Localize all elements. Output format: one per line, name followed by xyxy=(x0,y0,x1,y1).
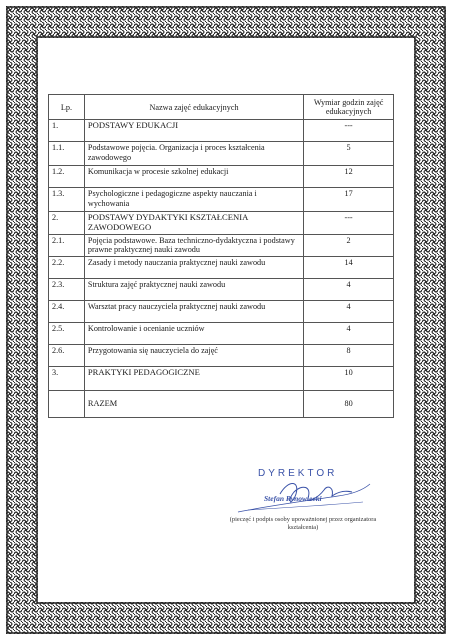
row-hours: 8 xyxy=(304,344,394,366)
row-hours: 14 xyxy=(304,256,394,278)
row-name: PODSTAWY EDUKACJI xyxy=(84,120,303,142)
row-name: Komunikacja w procesie szkolnej edukacji xyxy=(84,166,303,188)
row-name: Psychologiczne i pedagogiczne aspekty nauczania i wychowania xyxy=(84,188,303,212)
row-hours: 4 xyxy=(304,322,394,344)
table-row xyxy=(49,278,394,300)
director-stamp xyxy=(228,468,378,558)
row-name: Zasady i metody nauczania praktycznej nauki zawodu xyxy=(84,256,303,278)
stamp-title: DYREKTOR xyxy=(258,468,338,479)
row-name: Warsztat pracy nauczyciela praktycznej nauki zawodu xyxy=(84,300,303,322)
total-lp xyxy=(49,390,85,417)
row-hours: 2 xyxy=(304,234,394,256)
row-hours: --- xyxy=(304,212,394,234)
row-lp: 1. xyxy=(49,120,85,142)
total-hours: 80 xyxy=(304,390,394,417)
row-name: Podstawowe pojęcia. Organizacja i proces kształcenia zawodowego xyxy=(84,142,303,166)
stamp-caption: (pieczęć i podpis osoby upoważnionej przez organizatora kształcenia) xyxy=(229,516,377,531)
row-lp: 1.2. xyxy=(49,166,85,188)
document-body xyxy=(38,38,414,602)
table-row xyxy=(49,120,394,142)
row-name: Przygotowania się nauczyciela do zajęć xyxy=(84,344,303,366)
curriculum-table xyxy=(48,94,394,418)
row-lp: 3. xyxy=(49,366,85,390)
table-row xyxy=(49,212,394,234)
row-lp: 2.2. xyxy=(49,256,85,278)
row-lp: 2.4. xyxy=(49,300,85,322)
header-lp: Lp. xyxy=(49,95,85,120)
row-hours: 17 xyxy=(304,188,394,212)
table-row xyxy=(49,366,394,390)
row-hours: 12 xyxy=(304,166,394,188)
row-lp: 1.1. xyxy=(49,142,85,166)
table-header-row xyxy=(49,95,394,120)
row-name: PRAKTYKI PEDAGOGICZNE xyxy=(84,366,303,390)
row-hours: --- xyxy=(304,120,394,142)
stamp-name: Stefan Rynowiecki xyxy=(264,494,322,503)
row-name: Pojęcia podstawowe. Baza techniczno-dydaktyczna i podstawy prawne praktycznej nauki zawodu xyxy=(84,234,303,256)
row-hours: 10 xyxy=(304,366,394,390)
total-label: RAZEM xyxy=(84,390,303,417)
row-lp: 1.3. xyxy=(49,188,85,212)
row-name: Struktura zajęć praktycznej nauki zawodu xyxy=(84,278,303,300)
row-lp: 2.3. xyxy=(49,278,85,300)
row-hours: 4 xyxy=(304,300,394,322)
header-hours: Wymiar godzin zajęć edukacyjnych xyxy=(304,95,394,120)
table-row xyxy=(49,322,394,344)
row-name: PODSTAWY DYDAKTYKI KSZTAŁCENIA ZAWODOWEGO xyxy=(84,212,303,234)
row-lp: 2.1. xyxy=(49,234,85,256)
table-row xyxy=(49,234,394,256)
certificate-frame xyxy=(6,6,446,634)
row-hours: 5 xyxy=(304,142,394,166)
table-total-row xyxy=(49,390,394,417)
table-row xyxy=(49,142,394,166)
row-hours: 4 xyxy=(304,278,394,300)
table-row xyxy=(49,344,394,366)
table-row xyxy=(49,188,394,212)
row-name: Kontrolowanie i ocenianie uczniów xyxy=(84,322,303,344)
table-row xyxy=(49,300,394,322)
header-name: Nazwa zajęć edukacyjnych xyxy=(84,95,303,120)
table-row xyxy=(49,256,394,278)
row-lp: 2.5. xyxy=(49,322,85,344)
row-lp: 2. xyxy=(49,212,85,234)
table-row xyxy=(49,166,394,188)
row-lp: 2.6. xyxy=(49,344,85,366)
